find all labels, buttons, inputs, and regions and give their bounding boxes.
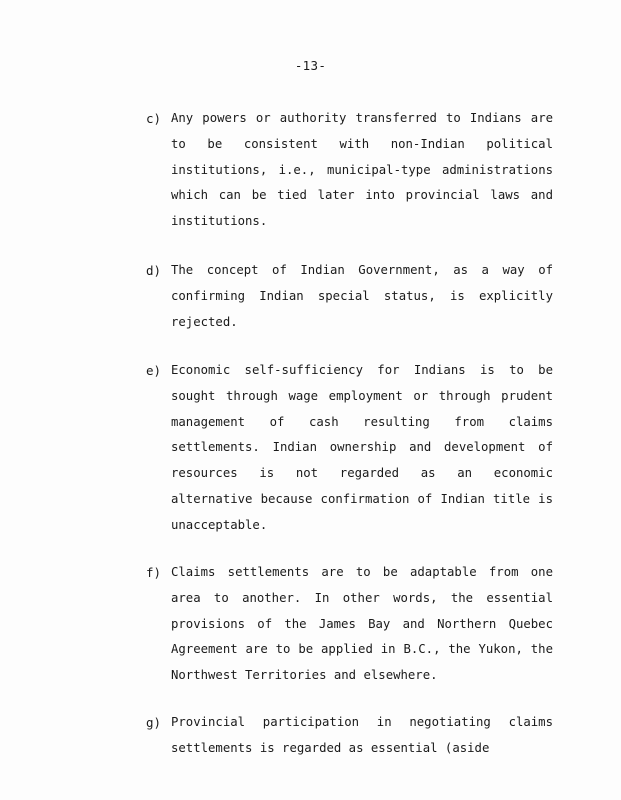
text-line: Economic self-sufficiency for Indians is to be xyxy=(171,363,553,377)
text-line: Any powers or authority transferred to Indians are xyxy=(171,111,553,125)
text-line: management of cash resulting from claims xyxy=(171,414,553,429)
item-text xyxy=(171,560,553,689)
item-marker: d) xyxy=(146,263,162,278)
item-text xyxy=(171,258,553,335)
text-line: settlements. Indian ownership and development of xyxy=(171,440,553,455)
text-line: settlements is regarded as essential (aside xyxy=(171,740,490,755)
text-line: institutions. xyxy=(171,214,268,229)
item-text xyxy=(171,358,553,539)
text-line: Northwest Territories and elsewhere. xyxy=(171,668,438,683)
text-line: area to another. In other words, the essential xyxy=(171,590,553,605)
text-line: to be consistent with non-Indian political xyxy=(171,136,553,151)
text-line: sought through wage employment or through prudent xyxy=(171,388,553,403)
item-text xyxy=(171,106,553,235)
item-marker: g) xyxy=(146,715,162,730)
text-line: which can be tied later into provincial laws and xyxy=(171,188,553,203)
text-line: alternative because confirmation of Indian title is xyxy=(171,491,553,506)
page-number: -13- xyxy=(294,58,327,73)
text-line: Provincial participation in negotiating claims xyxy=(171,715,553,729)
item-marker: e) xyxy=(146,363,162,378)
item-marker: c) xyxy=(146,111,162,126)
item-text xyxy=(171,710,553,762)
text-line: resources is not regarded as an economic xyxy=(171,466,553,481)
text-line: Claims settlements are to be adaptable from one xyxy=(171,565,553,579)
text-line: The concept of Indian Government, as a way of xyxy=(171,263,553,277)
text-line: unacceptable. xyxy=(171,517,268,532)
text-line: institutions, i.e., municipal-type administrations xyxy=(171,162,553,177)
item-marker: f) xyxy=(146,565,162,580)
text-line: confirming Indian special status, is explicitly xyxy=(171,288,553,303)
text-line: Agreement are to be applied in B.C., the Yukon, the xyxy=(171,642,553,657)
text-line: rejected. xyxy=(171,314,238,329)
text-line: provisions of the James Bay and Northern Quebec xyxy=(171,616,553,631)
